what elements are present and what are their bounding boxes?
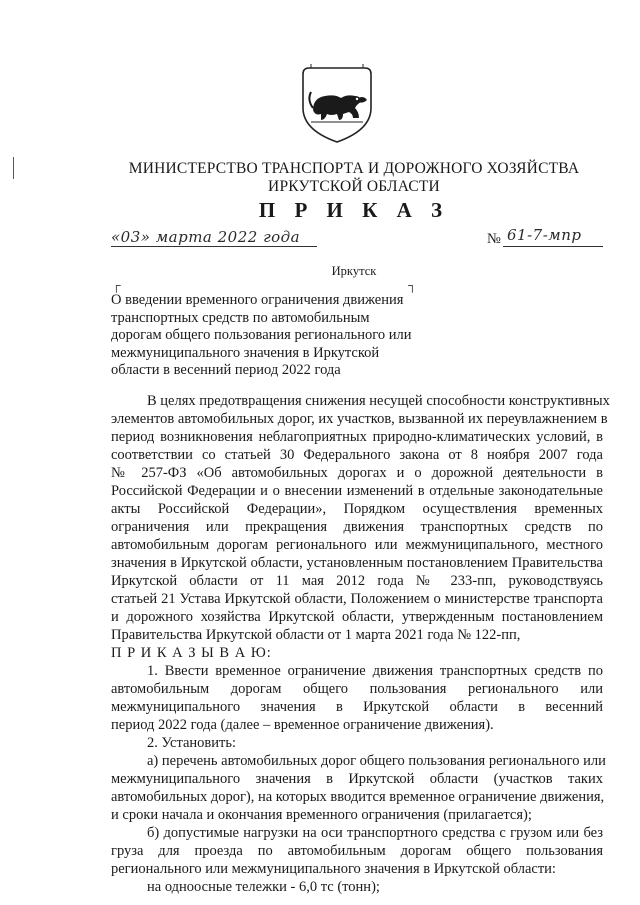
body-line: В целях предотвращения снижения несущей способности конструктивных bbox=[147, 393, 610, 409]
date-underline bbox=[111, 246, 317, 247]
body-line: а) перечень автомобильных дорог общего пользования регионального или bbox=[147, 753, 606, 769]
subject-line: дорогам общего пользования регионального или bbox=[111, 327, 412, 344]
corner-bracket-left: ┌ bbox=[112, 278, 121, 292]
subject-line: межмуниципального значения в Иркутской bbox=[111, 344, 380, 361]
body-line: ограничения или прекращения движения транспортных средств по bbox=[111, 519, 603, 535]
handwritten-date: «03» марта 2022 года bbox=[111, 228, 301, 246]
body-line: акты Российской Федерации», Порядком осуществления временных bbox=[111, 501, 603, 517]
body-line: и сроки начала и окончания временного ограничения (прилагается); bbox=[111, 807, 532, 823]
body-line: автомобильным дорогам общего пользования регионального или bbox=[111, 681, 603, 697]
body-line: элементов автомобильных дорог, их участков, вызванной их переувлажнением в bbox=[111, 411, 608, 427]
body-line: значения в Иркутской области, установленным постановлением Правительства bbox=[111, 555, 603, 571]
body-line: Российской Федерации и о внесении изменений в отдельные законодательные bbox=[111, 483, 603, 499]
body-line: груза для проезда по автомобильным дорогам общего пользования bbox=[111, 843, 603, 859]
body-line: соответствии со статьей 30 Федерального закона от 8 ноября 2007 года bbox=[111, 447, 603, 463]
body-line: на одноосные тележки - 6,0 тс (тонн); bbox=[147, 879, 380, 895]
ministry-name-line2: ИРКУТСКОЙ ОБЛАСТИ bbox=[268, 178, 440, 195]
body-line: 1. Ввести временное ограничение движения транспортных средств по bbox=[147, 663, 603, 679]
body-line: межмуниципального значения в Иркутской области в весенний bbox=[111, 699, 603, 715]
body-line: регионального или межмуниципального значения в Иркутской области: bbox=[111, 861, 556, 877]
body-line: и дорожного хозяйства Иркутской области, утвержденным постановлением bbox=[111, 609, 603, 625]
number-underline bbox=[503, 246, 603, 247]
handwritten-order-number: 61-7-мпр bbox=[507, 226, 582, 244]
body-line: автомобильным дорогам регионального или межмуниципального, местного bbox=[111, 537, 603, 553]
margin-mark bbox=[13, 157, 14, 179]
body-line: б) допустимые нагрузки на оси транспортного средства с грузом или без bbox=[147, 825, 603, 841]
body-line: Правительства Иркутской области от 1 марта 2021 года № 122-пп, bbox=[111, 627, 521, 643]
subject-line: О введении временного ограничения движения bbox=[111, 292, 404, 308]
coat-of-arms-icon bbox=[297, 64, 377, 146]
body-line: межмуниципального значения в Иркутской области (участков таких bbox=[111, 771, 603, 787]
body-line: период возникновения неблагоприятных природно-климатических условий, в bbox=[111, 429, 603, 445]
ministry-name-line1: МИНИСТЕРСТВО ТРАНСПОРТА И ДОРОЖНОГО ХОЗЯЙСТВА bbox=[128, 160, 580, 177]
corner-bracket-right: ┐ bbox=[408, 278, 417, 292]
document-title: П Р И К А З bbox=[258, 198, 450, 222]
order-subject bbox=[111, 292, 411, 380]
body-line: № 257-ФЗ «Об автомобильных дорогах и о дорожной деятельности в bbox=[111, 465, 603, 481]
number-sign: № bbox=[487, 231, 501, 247]
city-name: Иркутск bbox=[331, 264, 377, 278]
body-line: автомобильных дорог), на которых вводится временное ограничение движения, bbox=[111, 789, 605, 805]
subject-line: транспортных средств по автомобильным bbox=[111, 309, 370, 326]
body-line: 2. Установить: bbox=[147, 735, 237, 751]
body-line: Иркутской области от 11 мая 2012 года № 233-пп, руководствуясь bbox=[111, 573, 603, 589]
order-directive: П Р И К А З Ы В А Ю: bbox=[111, 645, 272, 661]
body-line: период 2022 года (далее – временное ограничение движения). bbox=[111, 717, 494, 733]
body-line: статьей 21 Устава Иркутской области, Положением о министерстве транспорта bbox=[111, 591, 603, 607]
subject-line: области в весенний период 2022 года bbox=[111, 362, 341, 379]
